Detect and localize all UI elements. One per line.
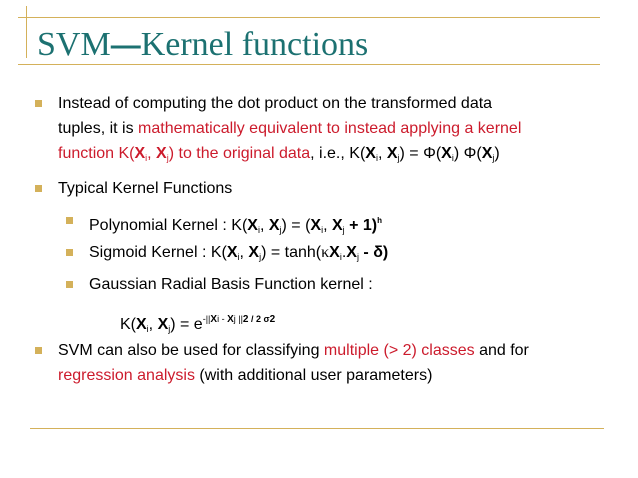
bullet-marker-2 xyxy=(35,185,42,192)
bottom-rule xyxy=(30,428,604,429)
bullet-marker-3 xyxy=(35,347,42,354)
gaussian-kernel-label: Gaussian Radial Basis Function kernel : xyxy=(89,276,373,293)
bullet-3-line-2: regression analysis (with additional user parameters) xyxy=(58,367,433,384)
sub-bullet-marker-gaussian xyxy=(66,281,73,288)
top-rule xyxy=(18,17,600,18)
bullet-1-line-3: function $K(X_i$, $X_j$) to the original data, i.e., $K(X_i$, $X_j) = \Phi(X_i)$ $\Phi(X_j)$ xyxy=(58,145,500,163)
bullet-marker-1 xyxy=(35,100,42,107)
slide-title: SVM—Kernel functions xyxy=(37,26,369,63)
sub-bullet-marker-sigmoid xyxy=(66,249,73,256)
bullet-2-label: Typical Kernel Functions xyxy=(58,180,233,197)
sigmoid-kernel: Sigmoid Kernel : $K(X_i$, $X_j) = \tanh(\kappa X_i.X_j - \delta)$ xyxy=(89,244,389,262)
rbf-formula: $K(X_i$, $X_j) = e^{-||Xi - Xj ||2 / 2 \sigma 2}$ xyxy=(120,314,276,334)
bullet-1-line-2: tuples, it is mathematically equivalent to instead applying a kernel xyxy=(58,120,522,137)
bullet-3-line-1: SVM can also be used for classifying multiple (> 2) classes and for xyxy=(58,342,529,359)
polynomial-kernel: Polynomial Kernel : $K(X_i$, $X_j) = (X_i$, $X_j + 1)^h$ xyxy=(89,216,383,235)
title-left-rule xyxy=(26,6,27,58)
bullet-1-line-1: Instead of computing the dot product on the transformed data xyxy=(58,95,493,112)
sub-bullet-marker-polynomial xyxy=(66,217,73,224)
